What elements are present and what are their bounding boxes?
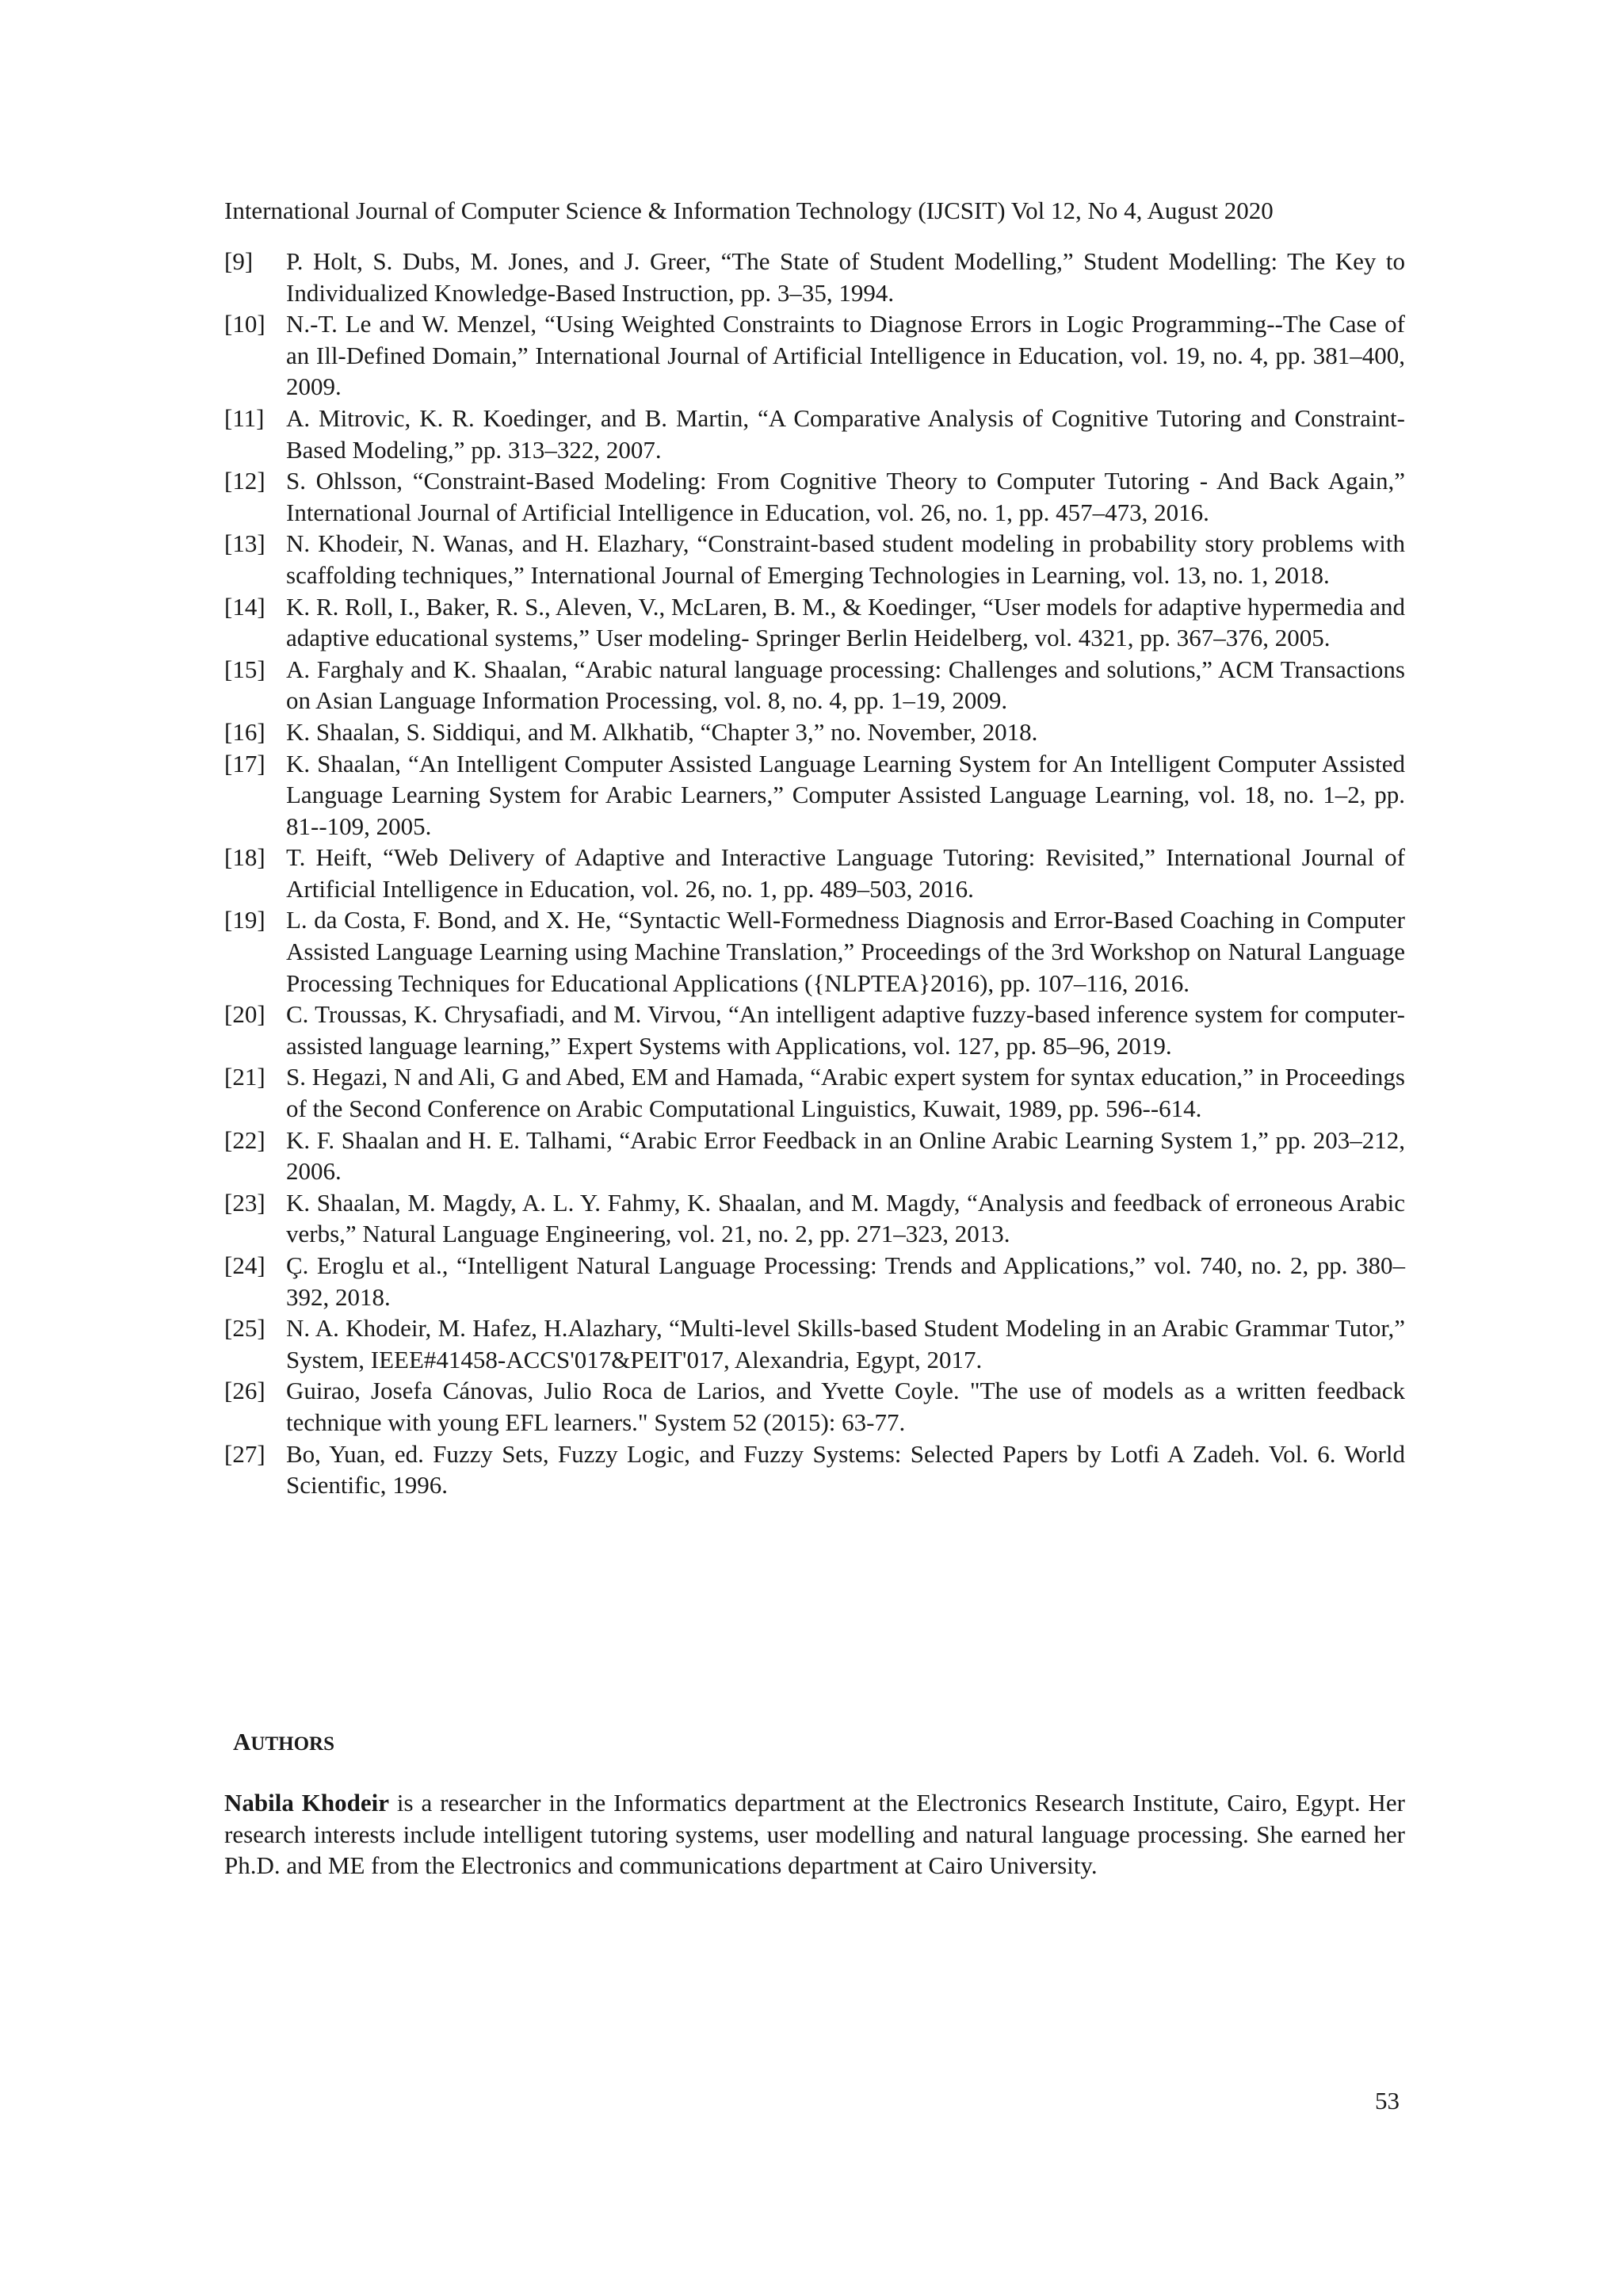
reference-item: [224, 1438, 1405, 1501]
reference-number: [11]: [224, 403, 265, 432]
authors-heading-rest: UTHORS: [250, 1733, 334, 1755]
reference-number: [26]: [224, 1377, 265, 1405]
page-number: 53: [1375, 2087, 1400, 2115]
reference-text: K. Shaalan, M. Magdy, A. L. Y. Fahmy, K. Shaalan, and M. Magdy, “Analysis and feedback of erroneous Arabic verbs,” Natural Language Engineering, vol. 21, no. 2, pp. 271–323, 2013.: [286, 1188, 1405, 1248]
reference-text: K. Shaalan, “An Intelligent Computer Assisted Language Learning System for An Intelligent Computer Assisted Language Learning System for Arabic Learners,” Computer Assisted Language Learning, vol. 18, no. 1–2, pp. 81--109, 2005.: [286, 749, 1405, 840]
reference-item: [224, 1187, 1405, 1250]
authors-section-heading: [233, 1726, 334, 1760]
reference-item: [224, 1375, 1405, 1438]
reference-text: S. Ohlsson, “Constraint-Based Modeling: From Cognitive Theory to Computer Tutoring - And Back Again,” International Journal of Artificial Intelligence in Education, vol. 26, no. 1, pp. 457–473, 2016.: [286, 467, 1405, 526]
reference-number: [23]: [224, 1188, 265, 1217]
reference-text: N. A. Khodeir, M. Hafez, H.Alazhary, “Multi-level Skills-based Student Modeling in an Arabic Grammar Tutor,” System, IEEE#41458-ACCS'017&PEIT'017, Alexandria, Egypt, 2017.: [286, 1314, 1405, 1373]
reference-item: [224, 246, 1405, 308]
reference-text: C. Troussas, K. Chrysafiadi, and M. Virvou, “An intelligent adaptive fuzzy-based inference system for computer-assisted language learning,” Expert Systems with Applications, vol. 127, pp. 85–96, 2019.: [286, 1000, 1405, 1060]
reference-number: [20]: [224, 1000, 265, 1029]
reference-text: K. F. Shaalan and H. E. Talhami, “Arabic Error Feedback in an Online Arabic Learning System 1,” pp. 203–212, 2006.: [286, 1125, 1405, 1186]
reference-text: Ç. Eroglu et al., “Intelligent Natural Language Processing: Trends and Applications,” vol. 740, no. 2, pp. 380–392, 2018.: [286, 1251, 1405, 1311]
reference-text: K. R. Roll, I., Baker, R. S., Aleven, V., McLaren, B. M., & Koedinger, “User models for adaptive hypermedia and adaptive educational systems,” User modeling- Springer Berlin Heidelberg, vol. 4321, pp. 367–376, 2005.: [286, 592, 1405, 652]
reference-number: [19]: [224, 906, 265, 934]
reference-item: [224, 904, 1405, 999]
reference-list: [224, 246, 1405, 1501]
reference-item: [224, 748, 1405, 842]
reference-number: [16]: [224, 717, 265, 746]
reference-number: [18]: [224, 843, 265, 872]
reference-text: Bo, Yuan, ed. Fuzzy Sets, Fuzzy Logic, and Fuzzy Systems: Selected Papers by Lotfi A Zadeh. Vol. 6. World Scientific, 1996.: [286, 1439, 1405, 1499]
reference-item: [224, 1250, 1405, 1312]
reference-text: Guirao, Josefa Cánovas, Julio Roca de Larios, and Yvette Coyle. "The use of models as a written feedback technique with young EFL learners." System 52 (2015): 63-77.: [286, 1377, 1405, 1436]
reference-item: [224, 591, 1405, 654]
reference-item: [224, 403, 1405, 465]
reference-number: [22]: [224, 1125, 265, 1154]
reference-item: [224, 465, 1405, 528]
reference-item: [224, 1061, 1405, 1124]
reference-item: [224, 1125, 1405, 1187]
reference-text: T. Heift, “Web Delivery of Adaptive and Interactive Language Tutoring: Revisited,” International Journal of Artificial Intelligence in Education, vol. 26, no. 1, pp. 489–503, 2016.: [286, 843, 1405, 903]
reference-item: [224, 842, 1405, 904]
reference-number: [17]: [224, 749, 265, 777]
reference-text: A. Mitrovic, K. R. Koedinger, and B. Martin, “A Comparative Analysis of Cognitive Tutoring and Constraint-Based Modeling,” pp. 313–322, 2007.: [286, 403, 1405, 464]
reference-number: [27]: [224, 1439, 265, 1468]
reference-number: [24]: [224, 1251, 265, 1279]
reference-number: [13]: [224, 529, 265, 558]
reference-number: [14]: [224, 592, 265, 621]
reference-number: [9]: [224, 247, 254, 275]
reference-number: [25]: [224, 1314, 265, 1343]
journal-running-header: International Journal of Computer Science & Information Technology (IJCSIT) Vol 12, No 4, August 2020: [224, 197, 1274, 224]
reference-text: A. Farghaly and K. Shaalan, “Arabic natural language processing: Challenges and solutions,” ACM Transactions on Asian Language Information Processing, vol. 8, no. 4, pp. 1–19, 2009.: [286, 655, 1405, 715]
reference-item: [224, 716, 1405, 748]
reference-text: N.-T. Le and W. Menzel, “Using Weighted Constraints to Diagnose Errors in Logic Programming--The Case of an Ill-Defined Domain,” International Journal of Artificial Intelligence in Education, vol. 19, no. 4, pp. 381–400, 2009.: [286, 310, 1405, 401]
reference-text: S. Hegazi, N and Ali, G and Abed, EM and Hamada, “Arabic expert system for syntax education,” in Proceedings of the Second Conference on Arabic Computational Linguistics, Kuwait, 1989, pp. 596--614.: [286, 1063, 1405, 1123]
reference-number: [21]: [224, 1063, 265, 1091]
reference-text: K. Shaalan, S. Siddiqui, and M. Alkhatib, “Chapter 3,” no. November, 2018.: [286, 717, 1038, 746]
reference-item: [224, 654, 1405, 716]
reference-number: [10]: [224, 310, 265, 338]
authors-heading-initial: A: [233, 1728, 251, 1755]
author-bio: [224, 1787, 1405, 1881]
reference-item: [224, 528, 1405, 590]
reference-number: [12]: [224, 467, 265, 495]
reference-item: [224, 999, 1405, 1061]
author-bio-text: is a researcher in the Informatics department at the Electronics Research Institute, Cairo, Egypt. Her research interests include intelligent tutoring systems, user modelling and natural language processing. She earned her Ph.D. and ME from the Electronics and communications department at Cairo University.: [224, 1789, 1405, 1880]
reference-text: P. Holt, S. Dubs, M. Jones, and J. Greer, “The State of Student Modelling,” Student Modelling: The Key to Individualized Knowledge-Based Instruction, pp. 3–35, 1994.: [286, 247, 1405, 307]
reference-item: [224, 1312, 1405, 1375]
reference-text: L. da Costa, F. Bond, and X. He, “Syntactic Well-Formedness Diagnosis and Error-Based Coaching in Computer Assisted Language Learning using Machine Translation,” Proceedings of the 3rd Workshop on Natural Language Processing Techniques for Educational Applications ({NLPTEA}2016), pp. 107–116, 2016.: [286, 906, 1405, 997]
reference-number: [15]: [224, 655, 265, 683]
reference-item: [224, 308, 1405, 403]
author-name: Nabila Khodeir: [224, 1789, 389, 1817]
reference-text: N. Khodeir, N. Wanas, and H. Elazhary, “Constraint-based student modeling in probability story problems with scaffolding techniques,” International Journal of Emerging Technologies in Learning, vol. 13, no. 1, 2018.: [286, 529, 1405, 589]
